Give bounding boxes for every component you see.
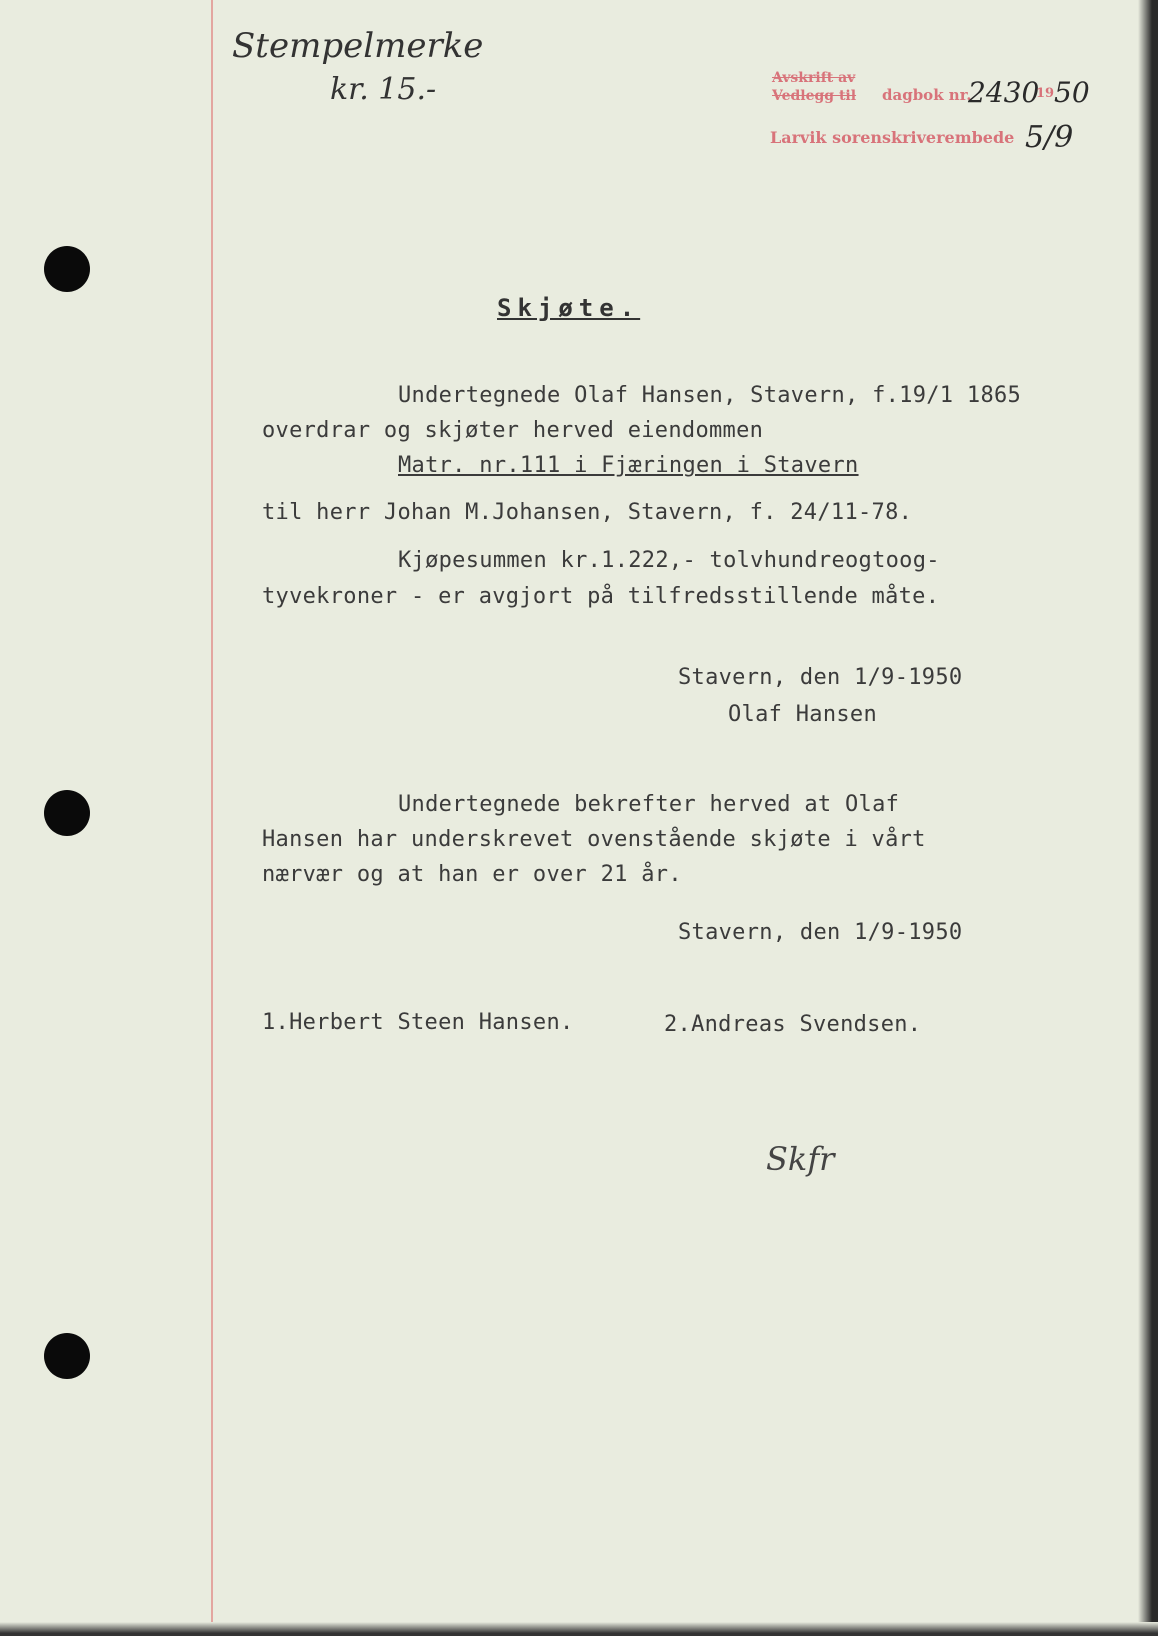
witness-1: 1.Herbert Steen Hansen. bbox=[262, 1010, 574, 1035]
p2-line-1: Kjøpesummen kr.1.222,- tolvhundreogtoog- bbox=[398, 548, 940, 573]
document-title: Skjøte. bbox=[497, 294, 641, 322]
stamp-attachment-label: Vedlegg til bbox=[772, 88, 857, 104]
p1-line-1: Undertegnede Olaf Hansen, Stavern, f.19/1 1865 bbox=[398, 383, 1022, 408]
stamp-office: Larvik sorenskriverembede bbox=[770, 128, 1015, 147]
punch-hole-top bbox=[44, 246, 90, 292]
property-id: Matr. nr.111 i Fjæringen i Stavern bbox=[398, 453, 859, 478]
punch-hole-middle bbox=[44, 790, 90, 836]
p1-line-2: overdrar og skjøter herved eiendommen bbox=[262, 418, 764, 443]
stamp-duty-amount: kr. 15.- bbox=[330, 72, 437, 107]
stamp-duty-label: Stempelmerke bbox=[232, 26, 484, 66]
witness-2: 2.Andreas Svendsen. bbox=[664, 1012, 922, 1037]
stamp-diary-label: dagbok nr. bbox=[882, 86, 972, 104]
p3-line-3: nærvær og at han er over 21 år. bbox=[262, 862, 682, 887]
signer-name: Olaf Hansen bbox=[728, 702, 877, 727]
p3-line-1: Undertegnede bekrefter herved at Olaf bbox=[398, 792, 900, 817]
stamp-century: 19 bbox=[1036, 86, 1055, 101]
diary-year: 50 bbox=[1054, 76, 1090, 109]
red-margin-line bbox=[211, 0, 213, 1636]
diary-number: 2430 bbox=[968, 76, 1040, 109]
p2-line-2: tyvekroner - er avgjort på tilfredsstillende måte. bbox=[262, 584, 940, 609]
date-fraction: 5/9 bbox=[1025, 120, 1074, 155]
clerk-initials: Skfr bbox=[766, 1140, 835, 1178]
p3-line-2: Hansen har underskrevet ovenstående skjøte i vårt bbox=[262, 827, 926, 852]
page-edge-bottom bbox=[0, 1622, 1158, 1636]
stamp-copy-label: Avskrift av bbox=[772, 70, 856, 86]
page-edge-right bbox=[1138, 0, 1158, 1636]
place-date-1: Stavern, den 1/9-1950 bbox=[678, 665, 963, 690]
place-date-2: Stavern, den 1/9-1950 bbox=[678, 920, 963, 945]
punch-hole-bottom bbox=[44, 1333, 90, 1379]
p1-line-4: til herr Johan M.Johansen, Stavern, f. 24/11-78. bbox=[262, 500, 913, 525]
